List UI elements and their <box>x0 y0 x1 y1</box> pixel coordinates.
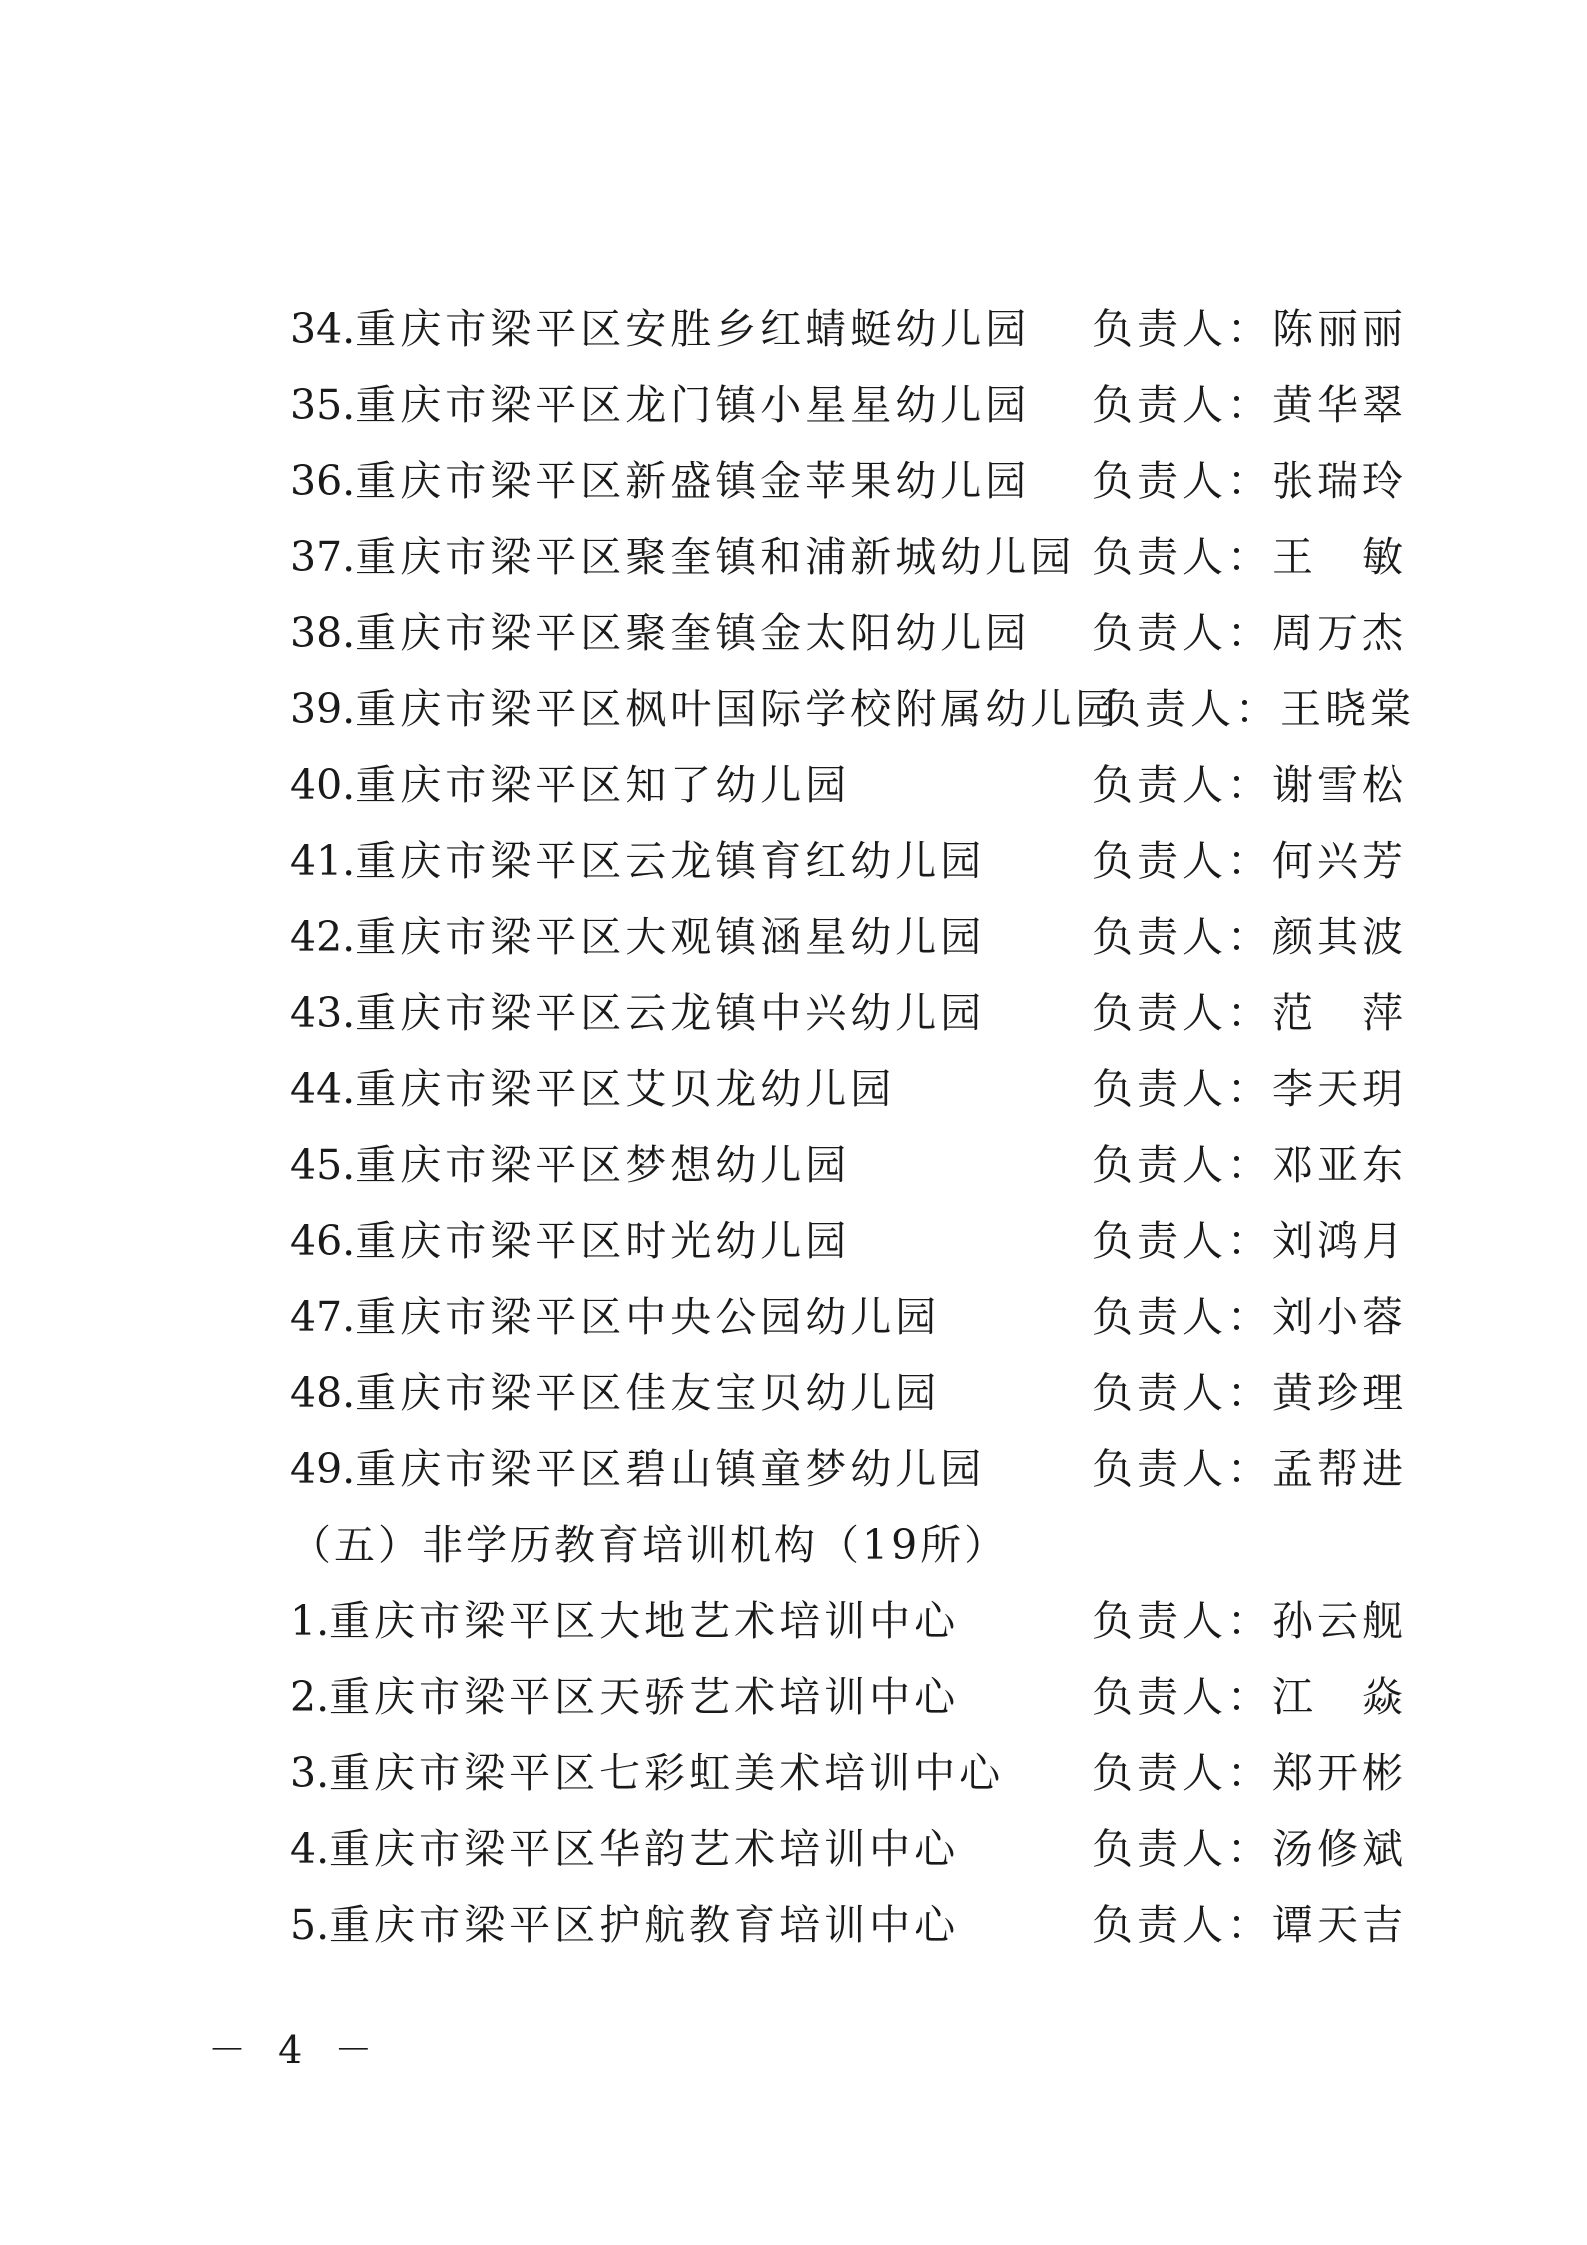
list-item <box>290 1659 1407 1735</box>
institution-name: 重庆市梁平区大观镇涵星幼儿园 <box>355 913 986 961</box>
item-number: 34. <box>290 305 356 353</box>
item-number: 4. <box>290 1825 330 1873</box>
person-in-charge: 负责人：范 萍 <box>1092 989 1407 1037</box>
list-item <box>290 671 1415 747</box>
institution-name: 重庆市梁平区云龙镇育红幼儿园 <box>355 837 986 885</box>
person-in-charge: 负责人：张瑞玲 <box>1092 457 1407 505</box>
institution-name: 重庆市梁平区安胜乡红蜻蜓幼儿园 <box>355 305 1031 353</box>
item-number: 1. <box>290 1597 330 1645</box>
list-item <box>290 595 1407 671</box>
item-number: 44. <box>290 1065 356 1113</box>
list-item <box>290 747 1407 823</box>
institution-name: 重庆市梁平区云龙镇中兴幼儿园 <box>355 989 986 1037</box>
item-number: 37. <box>290 533 356 581</box>
person-in-charge: 负责人：孟帮进 <box>1092 1445 1407 1493</box>
list-item <box>290 1279 1407 1355</box>
person-in-charge: 负责人：汤修斌 <box>1092 1825 1407 1873</box>
item-number: 39. <box>290 685 356 733</box>
list-item <box>290 1735 1407 1811</box>
item-number: 40. <box>290 761 356 809</box>
institution-name: 重庆市梁平区聚奎镇和浦新城幼儿园 <box>355 533 1076 581</box>
item-number: 48. <box>290 1369 356 1417</box>
person-in-charge: 负责人：周万杰 <box>1092 609 1407 657</box>
item-number: 5. <box>290 1901 330 1949</box>
person-in-charge: 负责人：谭天吉 <box>1092 1901 1407 1949</box>
person-in-charge: 负责人：王晓棠 <box>1100 685 1415 733</box>
person-in-charge: 负责人：郑开彬 <box>1092 1749 1407 1797</box>
page-number: － 4 － <box>208 2028 383 2072</box>
item-number: 45. <box>290 1141 356 1189</box>
list-item <box>290 1127 1407 1203</box>
person-in-charge: 负责人：何兴芳 <box>1092 837 1407 885</box>
document-body <box>290 291 1415 1963</box>
institution-name: 重庆市梁平区龙门镇小星星幼儿园 <box>355 381 1031 429</box>
item-number: 46. <box>290 1217 356 1265</box>
list-item <box>290 1431 1407 1507</box>
list-item <box>290 443 1407 519</box>
person-in-charge: 负责人：颜其波 <box>1092 913 1407 961</box>
institution-name: 重庆市梁平区梦想幼儿园 <box>355 1141 851 1189</box>
institution-name: 重庆市梁平区知了幼儿园 <box>355 761 851 809</box>
person-in-charge: 负责人：黄珍理 <box>1092 1369 1407 1417</box>
institution-name: 重庆市梁平区大地艺术培训中心 <box>329 1597 960 1645</box>
item-number: 3. <box>290 1749 330 1797</box>
institution-name: 重庆市梁平区艾贝龙幼儿园 <box>355 1065 896 1113</box>
institution-name: 重庆市梁平区佳友宝贝幼儿园 <box>355 1369 941 1417</box>
institution-name: 重庆市梁平区七彩虹美术培训中心 <box>329 1749 1005 1797</box>
institution-name: 重庆市梁平区天骄艺术培训中心 <box>329 1673 960 1721</box>
institution-name: 重庆市梁平区时光幼儿园 <box>355 1217 851 1265</box>
item-number: 41. <box>290 837 356 885</box>
institution-name: 重庆市梁平区华韵艺术培训中心 <box>329 1825 960 1873</box>
institution-name: 重庆市梁平区聚奎镇金太阳幼儿园 <box>355 609 1031 657</box>
institution-name: 重庆市梁平区枫叶国际学校附属幼儿园 <box>355 685 1121 733</box>
list-item <box>290 1811 1407 1887</box>
item-number: 42. <box>290 913 356 961</box>
person-in-charge: 负责人：谢雪松 <box>1092 761 1407 809</box>
section-heading: （五）非学历教育培训机构（19所） <box>290 1521 1009 1569</box>
list-item <box>290 1355 1407 1431</box>
institution-name: 重庆市梁平区新盛镇金苹果幼儿园 <box>355 457 1031 505</box>
person-in-charge: 负责人：陈丽丽 <box>1092 305 1407 353</box>
list-item <box>290 1203 1407 1279</box>
institution-name: 重庆市梁平区中央公园幼儿园 <box>355 1293 941 1341</box>
person-in-charge: 负责人：刘鸿月 <box>1092 1217 1407 1265</box>
person-in-charge: 负责人：刘小蓉 <box>1092 1293 1407 1341</box>
item-number: 38. <box>290 609 356 657</box>
person-in-charge: 负责人：孙云舰 <box>1092 1597 1407 1645</box>
list-item <box>290 823 1407 899</box>
list-item <box>290 1051 1407 1127</box>
person-in-charge: 负责人：王 敏 <box>1092 533 1407 581</box>
item-number: 49. <box>290 1445 356 1493</box>
item-number: 36. <box>290 457 356 505</box>
person-in-charge: 负责人：黄华翠 <box>1092 381 1407 429</box>
person-in-charge: 负责人：邓亚东 <box>1092 1141 1407 1189</box>
person-in-charge: 负责人：李天玥 <box>1092 1065 1407 1113</box>
list-item <box>290 975 1407 1051</box>
item-number: 35. <box>290 381 356 429</box>
list-item <box>290 899 1407 975</box>
item-number: 2. <box>290 1673 330 1721</box>
institution-name: 重庆市梁平区护航教育培训中心 <box>329 1901 960 1949</box>
list-item <box>290 291 1407 367</box>
list-item <box>290 1583 1407 1659</box>
person-in-charge: 负责人：江 焱 <box>1092 1673 1407 1721</box>
institution-name: 重庆市梁平区碧山镇童梦幼儿园 <box>355 1445 986 1493</box>
item-number: 43. <box>290 989 356 1037</box>
list-item <box>290 1887 1407 1963</box>
list-item <box>290 519 1407 595</box>
item-number: 47. <box>290 1293 356 1341</box>
list-item <box>290 367 1407 443</box>
